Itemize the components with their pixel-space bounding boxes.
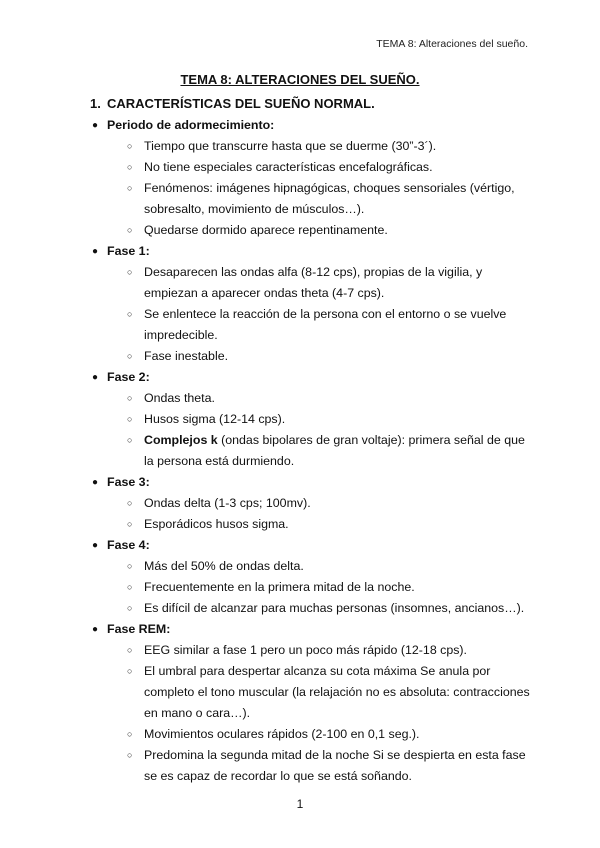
list-item-text: se es capaz de recordar lo que se está soñando. — [144, 769, 412, 783]
list-item — [90, 661, 540, 724]
bullet-icon: ● — [92, 246, 99, 257]
list-item — [90, 388, 540, 409]
bullet-icon: ● — [92, 540, 99, 551]
list-item — [90, 136, 540, 157]
circle-bullet-icon: ○ — [127, 141, 133, 151]
list-item-text: sobresalto, movimiento de músculos…). — [144, 202, 365, 216]
circle-bullet-icon: ○ — [127, 435, 133, 445]
list-item-text: El umbral para despertar alcanza su cota máxima Se anula por — [144, 664, 491, 678]
list-item — [90, 724, 540, 745]
circle-bullet-icon: ○ — [127, 267, 133, 277]
list-item-text: empiezan a aparecer ondas theta (4-7 cps). — [144, 286, 385, 300]
list-item-text: Predomina la segunda mitad de la noche Si se despierta en esta fase — [144, 748, 526, 762]
list-item-text: Husos sigma (12-14 cps). — [144, 412, 286, 426]
bullet-icon: ● — [92, 624, 99, 635]
list-item — [90, 514, 540, 535]
phase-heading — [90, 472, 540, 493]
list-item-text: Se enlentece la reacción de la persona con el entorno o se vuelve — [144, 307, 507, 321]
list-item-text: Tiempo que transcurre hasta que se duerme (30”-3´). — [144, 139, 437, 153]
list-item-text: (ondas bipolares de gran voltaje): primera señal de que — [217, 433, 525, 447]
bullet-icon: ● — [92, 477, 99, 488]
list-item — [90, 556, 540, 577]
circle-bullet-icon: ○ — [127, 309, 133, 319]
list-item — [90, 178, 540, 220]
circle-bullet-icon: ○ — [127, 393, 133, 403]
list-item — [90, 745, 540, 787]
list-item-text: Ondas delta (1-3 cps; 100mv). — [144, 496, 311, 510]
list-item-text: EEG similar a fase 1 pero un poco más rápido (12-18 cps). — [144, 643, 467, 657]
section-heading — [90, 93, 540, 115]
phase-heading-label: Fase REM: — [107, 622, 171, 636]
list-item — [90, 409, 540, 430]
list-item-text: Desaparecen las ondas alfa (8-12 cps), propias de la vigilia, y — [144, 265, 483, 279]
section-number: 1. — [90, 96, 101, 111]
phase-heading-label: Fase 1: — [107, 244, 150, 258]
list-item — [90, 598, 540, 619]
list-item-text: Esporádicos husos sigma. — [144, 517, 289, 531]
circle-bullet-icon: ○ — [127, 750, 133, 760]
list-item — [90, 262, 540, 304]
list-item-text: la persona está durmiendo. — [144, 454, 295, 468]
list-item — [90, 430, 540, 472]
bold-term: Complejos k — [144, 433, 218, 447]
list-item-text: Más del 50% de ondas delta. — [144, 559, 304, 573]
list-item — [90, 157, 540, 178]
circle-bullet-icon: ○ — [127, 225, 133, 235]
section-label: CARACTERÍSTICAS DEL SUEÑO NORMAL. — [107, 96, 375, 111]
list-item — [90, 304, 540, 346]
circle-bullet-icon: ○ — [127, 183, 133, 193]
circle-bullet-icon: ○ — [127, 162, 133, 172]
circle-bullet-icon: ○ — [127, 603, 133, 613]
document-title: TEMA 8: ALTERACIONES DEL SUEÑO. — [180, 72, 420, 87]
phase-heading-label: Fase 4: — [107, 538, 150, 552]
circle-bullet-icon: ○ — [127, 645, 133, 655]
list-item — [90, 220, 540, 241]
list-item-text: Fase inestable. — [144, 349, 229, 363]
circle-bullet-icon: ○ — [127, 498, 133, 508]
phase-heading-label: Periodo de adormecimiento: — [107, 118, 275, 132]
circle-bullet-icon: ○ — [127, 414, 133, 424]
list-item — [90, 346, 540, 367]
circle-bullet-icon: ○ — [127, 351, 133, 361]
phase-heading — [90, 535, 540, 556]
list-item — [90, 640, 540, 661]
list-item-text: en mano o cara…). — [144, 706, 251, 720]
list-item-text: impredecible. — [144, 328, 218, 342]
list-item-text: Ondas theta. — [144, 391, 215, 405]
bullet-icon: ● — [92, 372, 99, 383]
list-item — [90, 577, 540, 598]
list-item-text: Frecuentemente en la primera mitad de la noche. — [144, 580, 415, 594]
circle-bullet-icon: ○ — [127, 729, 133, 739]
bullet-icon: ● — [92, 120, 99, 131]
bullet-list — [90, 115, 540, 787]
list-item — [90, 493, 540, 514]
running-header: TEMA 8: Alteraciones del sueño. — [376, 38, 528, 50]
phase-heading — [90, 115, 540, 136]
phase-heading — [90, 619, 540, 640]
phase-heading-label: Fase 3: — [107, 475, 150, 489]
circle-bullet-icon: ○ — [127, 582, 133, 592]
document-body — [90, 93, 540, 787]
circle-bullet-icon: ○ — [127, 519, 133, 529]
list-item-text: completo el tono muscular (la relajación no es absoluta: contracciones — [144, 685, 530, 699]
circle-bullet-icon: ○ — [127, 561, 133, 571]
list-item-text: Fenómenos: imágenes hipnagógicas, choques sensoriales (vértigo, — [144, 181, 515, 195]
list-item-text: Movimientos oculares rápidos (2-100 en 0,1 seg.). — [144, 727, 420, 741]
list-item-text: No tiene especiales características encefalográficas. — [144, 160, 433, 174]
phase-heading — [90, 367, 540, 388]
phase-heading-label: Fase 2: — [107, 370, 150, 384]
list-item-text: Es difícil de alcanzar para muchas personas (insomnes, ancianos…). — [144, 601, 525, 615]
circle-bullet-icon: ○ — [127, 666, 133, 676]
phase-heading — [90, 241, 540, 262]
list-item-text: Quedarse dormido aparece repentinamente. — [144, 223, 388, 237]
page-number: 1 — [296, 797, 304, 811]
